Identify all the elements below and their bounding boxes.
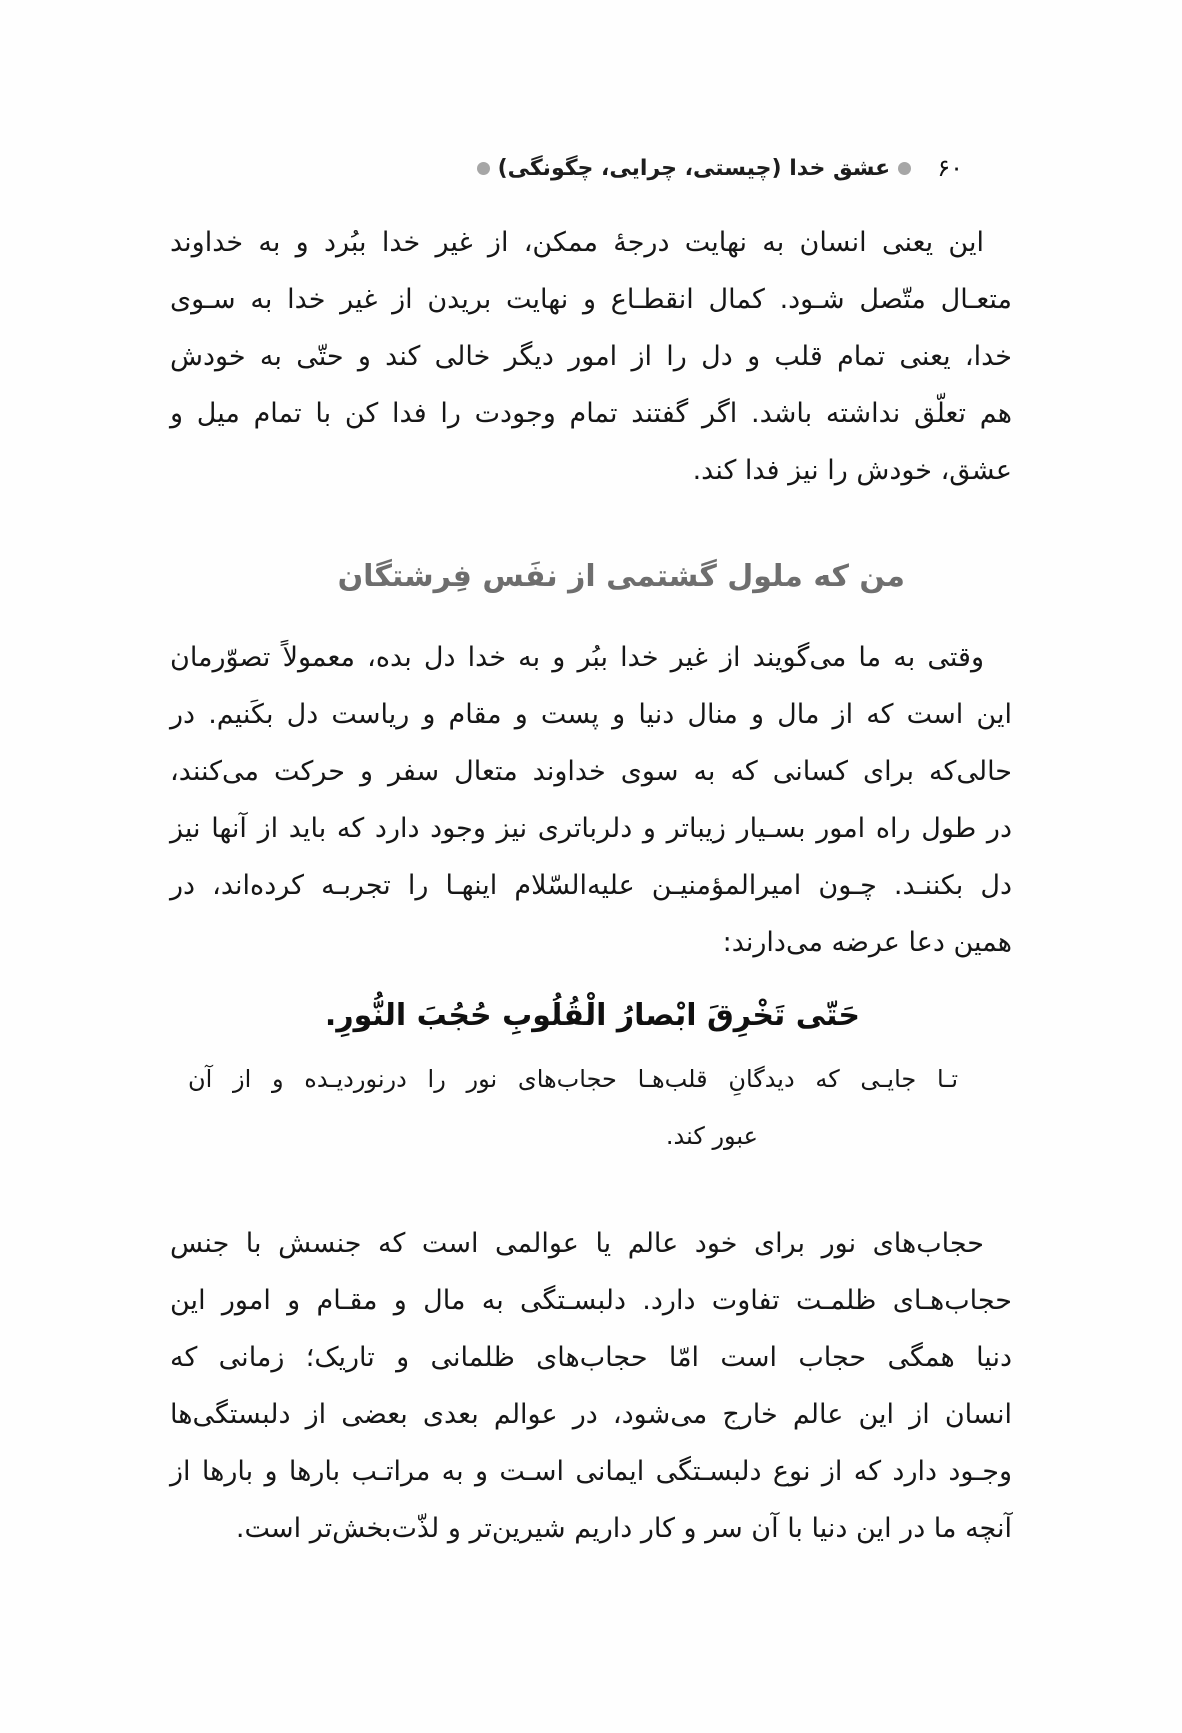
paragraph-1 <box>170 214 1012 499</box>
body-line: در طول راه امور بسـیار زیباتر و دلرباتری نیز وجود دارد که باید از آنها نیز <box>170 813 1012 844</box>
page-content <box>0 214 1182 1557</box>
body-line: حجاب‌هـای ظلمـت تفاوت دارد. دلبسـتگی به مال و مقـام و امور این <box>170 1285 1012 1316</box>
running-head <box>0 150 1182 186</box>
header-bullet-icon <box>477 162 490 175</box>
running-title: عشق خدا (چیستی، چرایی، چگونگی) <box>497 155 891 181</box>
quote-translation <box>170 1051 1012 1165</box>
body-line: آنچه ما در این دنیا با آن سر و کار داریم شیرین‌تر و لذّت‌بخش‌تر است. <box>235 1513 1012 1544</box>
arabic-quote: حَتّی تَخْرِقَ ابْصارُ الْقُلُوبِ حُجُبَ النُّورِ. <box>324 998 860 1033</box>
body-line: خدا، یعنی تمام قلب و دل را از امور دیگر خالی کند و حتّی به خودش <box>170 341 1012 372</box>
body-line: وقتی به ما می‌گویند از غیر خدا ببُر و به خدا دل بده، معمولاً تصوّرمان <box>170 642 984 673</box>
body-line: دل بکننـد. چـون امیرالمؤمنیـن علیه‌السّلام اینهـا را تجربـه کرده‌اند، در <box>170 870 1012 901</box>
body-line: این است که از مال و منال دنیا و پست و مقام و ریاست دل بکَنیم. در <box>170 699 1012 730</box>
translation-line: تـا جایـی که دیدگانِ قلب‌هـا حجاب‌های نور را درنوردیـده و از آن <box>188 1065 958 1093</box>
paragraph-3 <box>170 1215 1012 1557</box>
page-number: ۶۰ <box>937 154 963 182</box>
body-line: دنیا همگی حجاب است امّا حجاب‌های ظلمانی و تاریک؛ زمانی که <box>170 1342 1012 1373</box>
body-line: هم تعلّق نداشته باشد. اگر گفتند تمام وجودت را فدا کن با تمام میل و <box>170 398 1012 429</box>
body-line: همین دعا عرضه می‌دارند: <box>722 927 1012 958</box>
body-line: عشق، خودش را نیز فدا کند. <box>692 455 1012 486</box>
body-line: حالی‌که برای کسانی که به سوی خداوند متعال سفر و حرکت می‌کنند، <box>170 756 1012 787</box>
body-line: حجاب‌های نور برای خود عالم یا عوالمی است که جنسش با جنس <box>170 1228 984 1259</box>
header-bullet-icon <box>898 162 911 175</box>
body-line: این یعنی انسان به نهایت درجهٔ ممکن، از غیر خدا ببُرد و به خداوند <box>170 227 984 258</box>
body-line: متعـال متّصل شـود. کمال انقطـاع و نهایت بریدن از غیر خدا به سـوی <box>170 284 1012 315</box>
body-line: وجـود دارد که از نوع دلبسـتگی ایمانی اسـت و به مراتـب بارها و بارها از <box>170 1456 1012 1487</box>
body-line: انسان از این عالم خارج می‌شود، در عوالم بعدی بعضی از دلبستگی‌ها <box>170 1399 1012 1430</box>
paragraph-2 <box>170 629 1012 971</box>
translation-line: عبور کند. <box>665 1122 758 1150</box>
section-heading: من که ملول گشتمی از نفَس فِرشتگان <box>337 559 905 594</box>
